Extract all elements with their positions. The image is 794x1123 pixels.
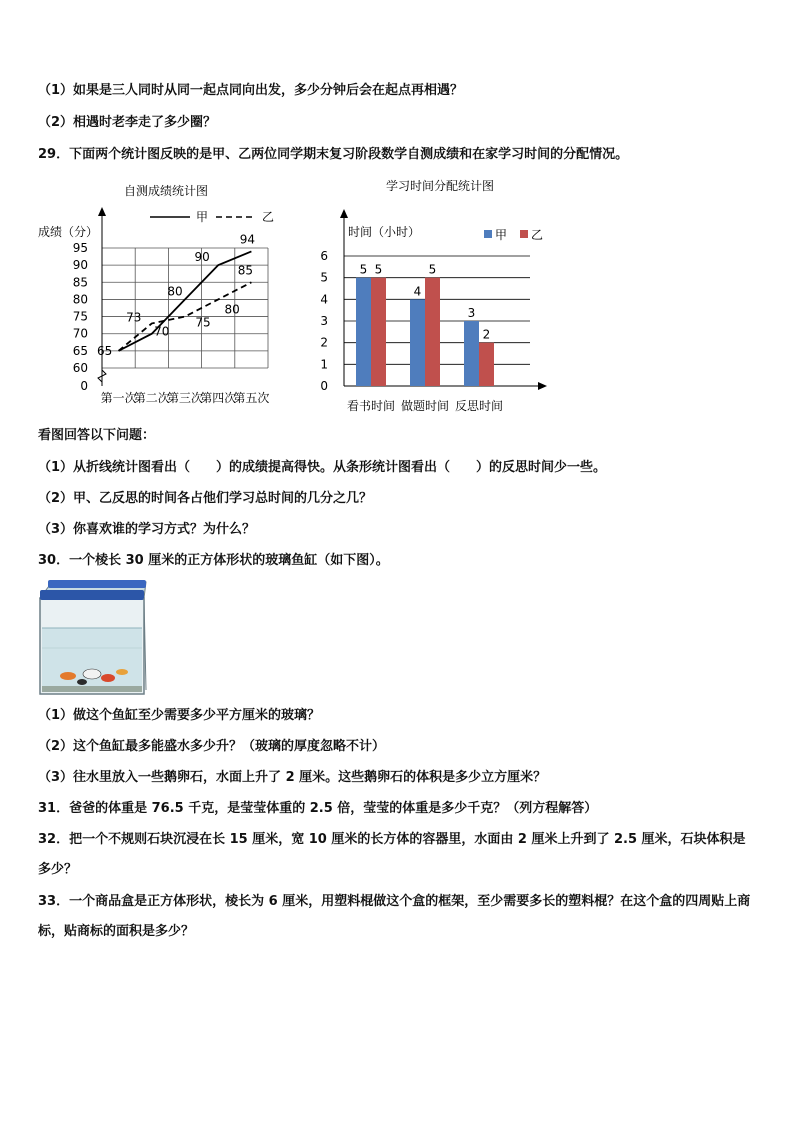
x-tick-label: 第一次 bbox=[100, 391, 137, 405]
q32-stem: 32．把一个不规则石块沉浸在长 15 厘米，宽 10 厘米的长方体的容器里，水面由 2 厘米上升到了 2.5 厘米，石块体积是多少？ bbox=[38, 832, 746, 877]
legend-label-yi: 乙 bbox=[262, 210, 275, 224]
y-tick-label: 5 bbox=[320, 270, 328, 285]
y-tick-label: 80 bbox=[72, 292, 88, 307]
bar-chart bbox=[318, 172, 558, 416]
y-tick-label: 90 bbox=[72, 258, 88, 273]
data-label: 2 bbox=[482, 327, 491, 342]
data-label: 4 bbox=[413, 284, 422, 299]
y-tick-label: 6 bbox=[320, 249, 328, 263]
legend-label-jia: 甲 bbox=[196, 210, 209, 224]
y-tick-label: 70 bbox=[72, 326, 88, 341]
y-axis-arrow bbox=[98, 207, 106, 216]
q29-prompt: 看图回答以下问题： bbox=[38, 428, 156, 443]
q30-sub1: （1）做这个鱼缸至少需要多少平方厘米的玻璃？ bbox=[38, 708, 321, 723]
q29-stem: 29．下面两个统计图反映的是甲、乙两位同学期末复习阶段数学自测成绩和在家学习时间的分配情况。 bbox=[38, 147, 629, 162]
fish-tank-illustration bbox=[38, 578, 148, 696]
x-tick-label: 第二次 bbox=[133, 391, 170, 405]
data-label: 85 bbox=[237, 263, 254, 278]
y-tick-label: 75 bbox=[72, 309, 88, 324]
x-axis-arrow bbox=[538, 382, 547, 390]
x-tick-label: 第五次 bbox=[233, 391, 270, 405]
q30-sub3: （3）往水里放入一些鹅卵石，水面上升了 2 厘米。这些鹅卵石的体积是多少立方厘米？ bbox=[38, 770, 547, 785]
y-tick-label: 2 bbox=[320, 335, 328, 350]
data-label: 75 bbox=[195, 315, 211, 330]
data-label: 3 bbox=[467, 306, 476, 320]
bar-chart-title: 学习时间分配统计图 bbox=[385, 179, 495, 193]
data-label: 90 bbox=[194, 250, 210, 265]
x-tick-label: 做题时间 bbox=[400, 399, 450, 413]
y-tick-label: 3 bbox=[320, 314, 328, 328]
q33-stem: 33．一个商品盒是正方体形状，棱长为 6 厘米，用塑料棍做这个盒的框架，至少需要多长的塑料棍？在这个盒的四周贴上商标，贴商标的面积是多少？ bbox=[38, 894, 751, 939]
bar-yi bbox=[371, 278, 386, 386]
bar-yi bbox=[479, 343, 494, 386]
x-tick-label: 第四次 bbox=[200, 391, 237, 405]
x-tick-label: 反思时间 bbox=[454, 399, 504, 413]
bar-yi bbox=[425, 278, 440, 386]
series-line-jia bbox=[119, 251, 252, 350]
q28-sub2: （2）相遇时老李走了多少圈？ bbox=[38, 115, 217, 130]
y-tick-label: 4 bbox=[320, 292, 328, 307]
y-tick-label: 65 bbox=[72, 343, 88, 358]
bar-jia bbox=[410, 299, 425, 386]
y-axis-arrow bbox=[340, 209, 348, 218]
q28-sub1: （1）如果是三人同时从同一起点同向出发，多少分钟后会在起点再相遇？ bbox=[38, 83, 464, 98]
data-label: 5 bbox=[428, 262, 437, 277]
y-tick-label: 1 bbox=[320, 357, 328, 372]
q30-sub2: （2）这个鱼缸最多能盛水多少升？（玻璃的厚度忽略不计） bbox=[38, 739, 386, 754]
y-tick-label: 0 bbox=[80, 379, 88, 393]
data-label: 73 bbox=[126, 310, 142, 325]
q29-sub3: （3）你喜欢谁的学习方式？为什么？ bbox=[38, 522, 256, 537]
bar-jia bbox=[464, 321, 479, 386]
q30-stem: 30．一个棱长 30 厘米的正方体形状的玻璃鱼缸（如下图）。 bbox=[38, 553, 389, 568]
bar-jia bbox=[356, 278, 371, 386]
legend-label-jia: 甲 bbox=[495, 228, 508, 242]
x-tick-label: 第三次 bbox=[166, 391, 204, 405]
data-label: 65 bbox=[96, 343, 113, 358]
data-label: 70 bbox=[154, 324, 170, 339]
y-tick-label: 85 bbox=[72, 275, 88, 290]
data-label: 5 bbox=[374, 262, 383, 277]
bar-chart-ylabel: 时间（小时） bbox=[348, 225, 421, 239]
y-tick-label: 0 bbox=[320, 379, 328, 393]
q29-sub1: （1）从折线统计图看出（ ）的成绩提高得快。从条形统计图看出（ ）的反思时间少一些。 bbox=[38, 460, 607, 475]
line-chart-title: 自测成绩统计图 bbox=[123, 184, 209, 198]
line-chart-ylabel: 成绩（分） bbox=[38, 225, 99, 239]
x-tick-label: 看书时间 bbox=[346, 399, 396, 413]
legend-swatch-yi bbox=[520, 230, 528, 238]
line-chart bbox=[38, 176, 308, 408]
q31-stem: 31．爸爸的体重是 76.5 千克，是莹莹体重的 2.5 倍，莹莹的体重是多少千克？（列方程解答） bbox=[38, 801, 598, 816]
q29-sub2: （2）甲、乙反思的时间各占他们学习总时间的几分之几？ bbox=[38, 491, 373, 506]
data-label: 94 bbox=[239, 232, 256, 247]
y-tick-label: 95 bbox=[72, 241, 88, 255]
y-tick-label: 60 bbox=[72, 361, 88, 375]
legend-swatch-jia bbox=[484, 230, 492, 238]
data-label: 80 bbox=[224, 302, 240, 317]
data-label: 5 bbox=[359, 262, 368, 277]
data-label: 80 bbox=[167, 284, 183, 299]
legend-label-yi: 乙 bbox=[531, 228, 544, 242]
